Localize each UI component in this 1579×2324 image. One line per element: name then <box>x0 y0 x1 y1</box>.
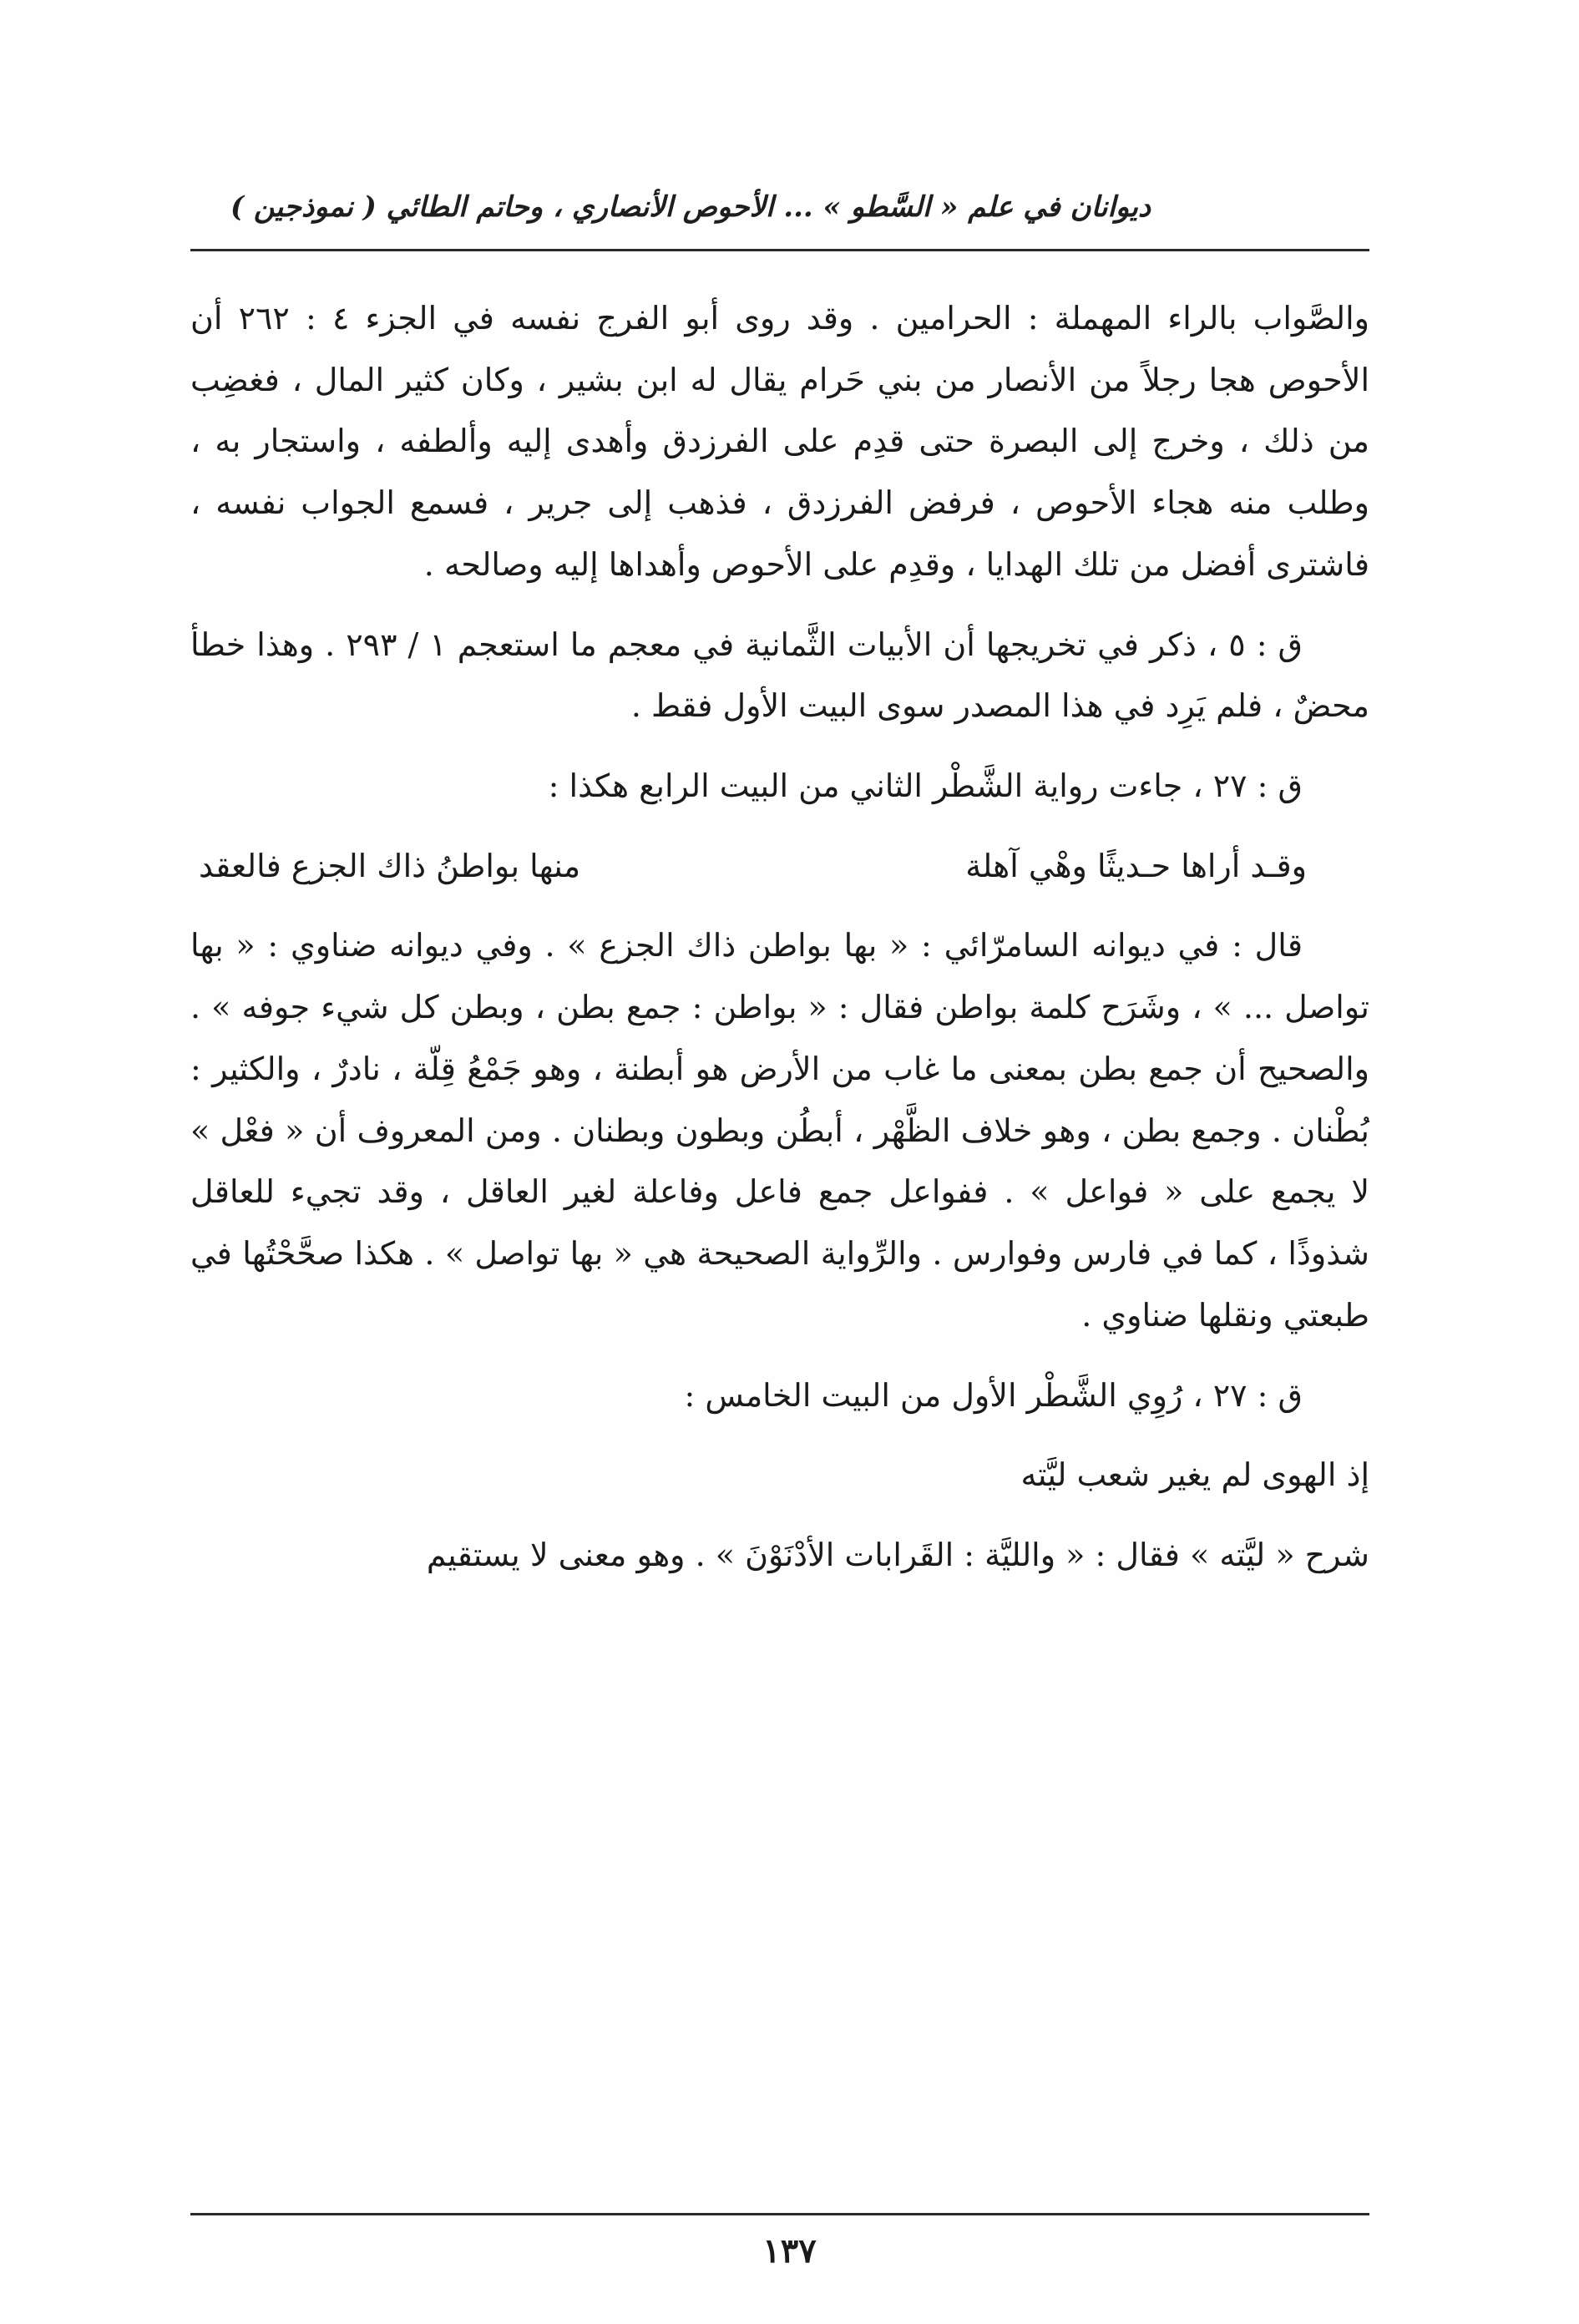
header-rule <box>190 249 1369 251</box>
paragraph-4: قال : في ديوانه السامرّائي : « بها بواطن ذاك الجزع » . وفي ديوانه ضناوي : « بها تواصل ... » ، وشَرَح كلمة بواطن فقال : « بواطن : جمع بطن ، وبطن كل شيء جوفه » . والصحيح أن جمع بطن بمعنى ما غاب من الأرض هو أبطنة ، وهو جَمْعُ قِلّة ، نادرٌ ، والكثير : بُطْنان . وجمع بطن ، وهو خلاف الظَّهْر ، أبطُن وبطون وبطنان . ومن المعروف أن « فعْل » لا يجمع على « فواعل » . ففواعل جمع فاعل وفاعلة لغير العاقل ، وقد تجيء للعاقل شذوذًا ، كما في فارس وفوارس . والرِّواية الصحيحة هي « بها تواصل » . هكذا صحَّحْتُها في طبعتي ونقلها ضناوي . <box>190 927 1369 1334</box>
paragraph-3: ق : ٢٧ ، جاءت رواية الشَّطْر الثاني من البيت الرابع هكذا : <box>548 767 1303 805</box>
paragraph-5: ق : ٢٧ ، رُوِي الشَّطْر الأول من البيت الخامس : <box>684 1376 1303 1414</box>
verse-line-2: إذ الهوى لم يغير شعب ليَّته <box>1020 1456 1369 1494</box>
paragraph-1: والصَّواب بالراء المهملة : الحرامين . وقد روى أبو الفرج نفسه في الجزء ٤ : ٢٦٢ أن الأحوص هجا رجلاً من الأنصار من بني حَرام يقال له ابن بشير ، وكان كثير المال ، فغضِب من ذلك ، وخرج إلى البصرة حتى قدِم على الفرزدق وأهدى إليه وألطفه ، واستجار به ، وطلب منه هجاء الأحوص ، فرفض الفرزدق ، فذهب إلى جرير ، فسمع الجواب نفسه ، فاشترى أفضل من تلك الهدايا ، وقدِم على الأحوص وأهداها إليه وصالحه . <box>190 300 1369 583</box>
verse-second-hemistich: منها بواطنُ ذاك الجزع فالعقد <box>199 847 581 884</box>
verse-first-hemistich: وقـد أراها حـديثًا وهْي آهلة <box>965 847 1307 884</box>
paragraph-2: ق : ٥ ، ذكر في تخريجها أن الأبيات الثَّمانية في معجم ما استعجم ١ / ٢٩٣ . وهذا خطأ محضٌ ، فلم يَرِد في هذا المصدر سوى البيت الأول فقط . <box>190 625 1369 725</box>
paragraph-6: شرح « ليَّته » فقال : « والليَّة : القَرابات الأدْنَوْنَ » . وهو معنى لا يستقيم <box>426 1536 1369 1573</box>
verse-line-1 <box>190 836 1369 898</box>
page-number: ١٣٧ <box>762 2231 817 2271</box>
page-body <box>190 288 1369 2200</box>
running-header: ديوانان في علم « السَّطو » ... الأحوص الأنصاري ، وحاتم الطائي ( نموذجين ) <box>230 190 1151 224</box>
footer-rule <box>190 2213 1369 2215</box>
